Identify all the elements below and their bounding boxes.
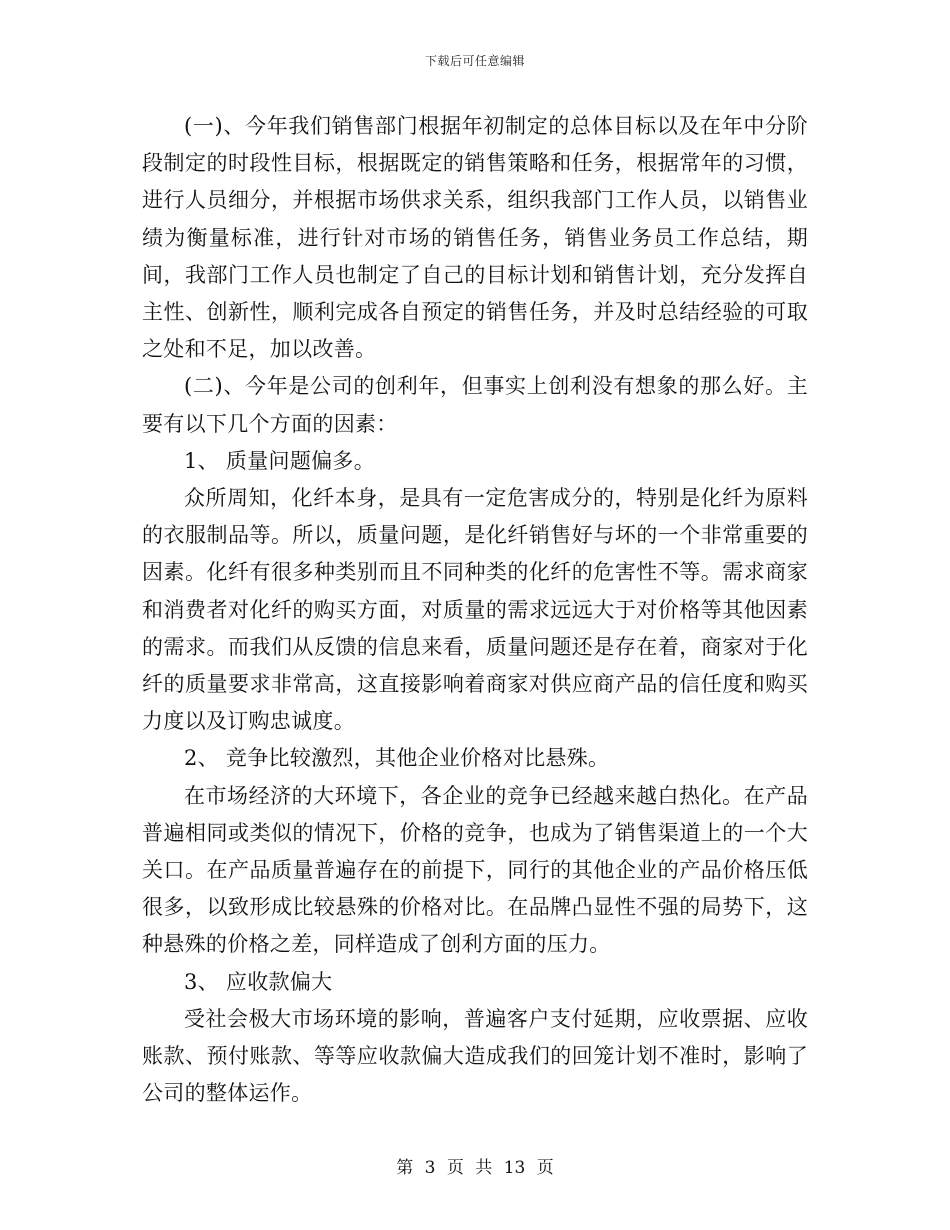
paragraph-sales-targets: (一)、今年我们销售部门根据年初制定的总体目标以及在年中分阶段制定的时段性目标，根据既定的销售策略和任务，根据常年的习惯，进行人员细分，并根据市场供求关系，组织我部门工作人员，以销售业绩为衡量标准，进行针对市场的销售任务，销售业务员工作总结，期间，我部门工作人员也制定了自己的目标计划和销售计划，充分发挥自主性、创新性，顺利完成各自预定的销售任务，并及时总结经验的可取之处和不足，加以改善。 [142, 114, 808, 362]
document-body [142, 108, 808, 1112]
heading-competition: 2、 竞争比较激烈，其他企业价格对比悬殊。 [184, 746, 610, 771]
heading-quality-issues: 1、 质量问题偏多。 [184, 448, 376, 473]
paragraph-competition: 在市场经济的大环境下，各企业的竞争已经越来越白热化。在产品普遍相同或类似的情况下，价格的竞争，也成为了销售渠道上的一个大关口。在产品质量普遍存在的前提下，同行的其他企业的产品价格压低很多，以致形成比较悬殊的价格对比。在品牌凸显性不强的局势下，这种悬殊的价格之差，同样造成了创利方面的压力。 [142, 783, 808, 957]
paragraph-profit-factors: (二)、今年是公司的创利年，但事实上创利没有想象的那么好。主要有以下几个方面的因素： [142, 374, 808, 436]
heading-receivables: 3、 应收款偏大 [184, 969, 333, 994]
paragraph-quality-issues: 众所周知，化纤本身，是具有一定危害成分的，特别是化纤为原料的衣服制品等。所以，质量问题，是化纤销售好与坏的一个非常重要的因素。化纤有很多种类别而且不同种类的化纤的危害性不等。需求商家和消费者对化纤的购买方面，对质量的需求远远大于对价格等其他因素的需求。而我们从反馈的信息来看，质量问题还是存在着，商家对于化纤的质量要求非常高，这直接影响着商家对供应商产品的信任度和购买力度以及订购忠诚度。 [142, 486, 808, 734]
page-number-footer: 第 3 页 共 13 页 [396, 1158, 554, 1178]
page-header: 下载后可任意编辑 [424, 54, 525, 68]
paragraph-receivables: 受社会极大市场环境的影响，普遍客户支付延期，应收票据、应收账款、预付账款、等等应收款偏大造成我们的回笼计划不准时，影响了公司的整体运作。 [142, 1006, 808, 1106]
